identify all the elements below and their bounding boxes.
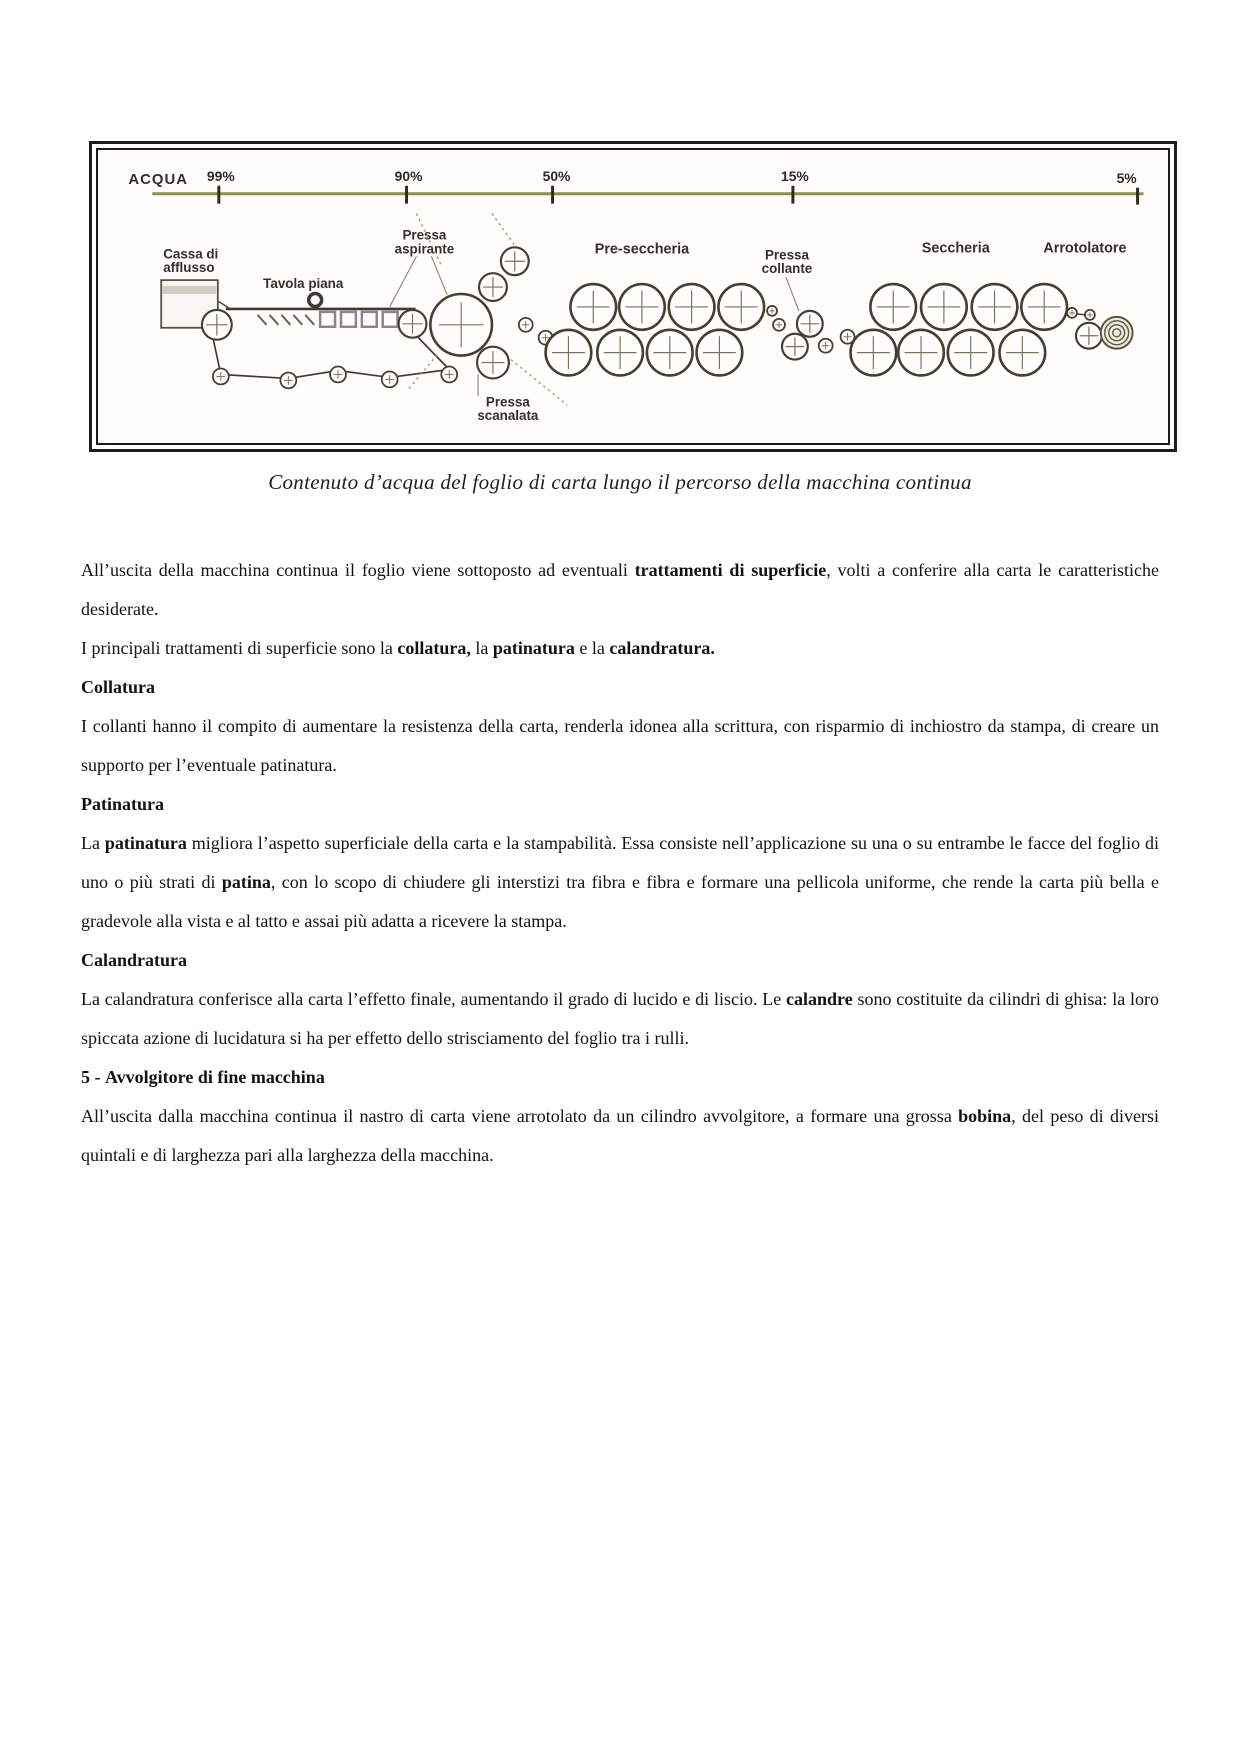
pre-dryer-cylinder — [570, 284, 616, 330]
wire-return-roll — [330, 367, 346, 383]
suction-press-label-line2: aspirante — [394, 241, 455, 257]
wire-return-roll — [441, 367, 457, 383]
press-roll — [479, 273, 507, 301]
suction-box — [383, 312, 398, 327]
dryer-label: Seccheria — [921, 240, 990, 257]
figure-caption: Contenuto d’acqua del foglio di carta lungo il percorso della macchina continua — [268, 470, 972, 494]
headbox-outlet — [218, 301, 229, 308]
guide-roll — [773, 319, 785, 331]
foil-marks — [258, 315, 315, 325]
guide-roll — [519, 318, 533, 332]
water-scale — [128, 168, 1143, 205]
suction-boxes — [320, 312, 397, 327]
article-body — [81, 551, 1159, 1175]
heading-avvolgitore: 5 - Avvolgitore di fine macchina — [81, 1067, 325, 1087]
guide-roll — [767, 306, 777, 316]
tavola-piana-label: Tavola piana — [263, 276, 344, 292]
rolls-layer — [202, 247, 1102, 388]
guide-roll — [1067, 308, 1077, 318]
paper-machine-diagram — [98, 150, 1168, 443]
headbox-level-band — [163, 286, 217, 294]
paragraph-intro: All’uscita della macchina continua il foglio viene sottoposto ad eventuali trattamenti di superficie, volti a conferire alla carta le caratteristiche desiderate. — [81, 560, 1160, 619]
dryer-cylinder — [948, 330, 994, 376]
suction-box — [362, 312, 377, 327]
grooved-press-label-line2: scanalata — [477, 408, 539, 424]
wire-return-roll — [213, 369, 229, 385]
pre-dryer-cylinder — [597, 330, 643, 376]
guide-roll — [819, 339, 833, 353]
pre-dryer-cylinder — [697, 330, 743, 376]
paragraph-calandratura: La calandratura conferisce alla carta l’effetto finale, aumentando il grado di lucido e di liscio. Le calandre sono costituite da cilindri di ghisa: la loro spiccata azione di lucidatura si ha per effetto dello strisciamento del foglio tra i rulli. — [81, 989, 1159, 1048]
figure-frame — [96, 148, 1170, 445]
size-press-label-line1: Pressa — [764, 247, 809, 263]
heading-patinatura: Patinatura — [81, 794, 164, 814]
dandy-roll — [309, 294, 322, 307]
paragraph-collatura: I collanti hanno il compito di aumentare la resistenza della carta, renderla idonea alla scrittura, con risparmio di inchiostro da stampa, di creare un supporto per l’eventuale patinatura. — [81, 716, 1159, 775]
grooved-press-roll — [477, 347, 509, 379]
paper-machine-figure — [89, 141, 1177, 452]
pope-roll — [1076, 323, 1102, 349]
paragraph-trattamenti: I principali trattamenti di superficie sono la collatura, la patinatura e la calandratura. — [81, 638, 715, 658]
dryer-cylinder — [999, 330, 1045, 376]
suction-box — [341, 312, 356, 327]
scale-mark-5: 5% — [1116, 169, 1137, 186]
scale-mark-15: 15% — [780, 167, 809, 184]
pre-dryer-cylinder — [619, 284, 665, 330]
pre-dryer-cylinder — [718, 284, 764, 330]
suction-press-roll — [430, 294, 492, 356]
grooved-press-label-line1: Pressa — [485, 394, 530, 410]
couch-roll — [399, 310, 427, 338]
dryer-cylinder — [1021, 284, 1067, 330]
size-press-roll — [782, 334, 808, 360]
acqua-axis-label: ACQUA — [128, 171, 188, 188]
pre-dryer-label: Pre-seccheria — [594, 241, 690, 258]
dryer-cylinder — [921, 284, 967, 330]
wire-return-roll — [280, 372, 296, 388]
guide-roll — [1085, 310, 1095, 320]
size-press-label-line2: collante — [761, 261, 813, 277]
dryer-cylinder — [972, 284, 1018, 330]
suction-press-label-line1: Pressa — [402, 227, 447, 243]
wire-return-roll — [382, 371, 398, 387]
headbox-label-line1: Cassa di — [163, 246, 219, 262]
pre-dryer-cylinder — [647, 330, 693, 376]
suction-box — [320, 312, 335, 327]
size-press-roll — [797, 311, 823, 337]
heading-collatura: Collatura — [81, 677, 155, 697]
pre-dryer-cylinder — [669, 284, 715, 330]
dryer-cylinder — [870, 284, 916, 330]
heading-calandratura: Calandratura — [81, 950, 188, 970]
scale-mark-50: 50% — [542, 167, 571, 184]
scale-mark-99: 99% — [206, 167, 235, 184]
breast-roll — [202, 310, 232, 340]
reel-label: Arrotolatore — [1043, 240, 1127, 257]
dryer-cylinder — [898, 330, 944, 376]
pre-dryer-cylinder — [546, 330, 592, 376]
dryer-cylinder — [851, 330, 897, 376]
paragraph-patinatura: La patinatura migliora l’aspetto superficiale della carta e la stampabilità. Essa consiste nell’applicazione su una o su entrambe le facce del foglio di uno o più strati di patina, con lo scopo di chiudere gli interstizi tra fibra e fibra e formare una pellicola uniforme, che rende la carta più bella e gradevole alla vista e al tatto e assai più adatta a ricevere la stampa. — [81, 833, 1159, 931]
paragraph-avvolgitore: All’uscita dalla macchina continua il nastro di carta viene arrotolato da un cilindro avvolgitore, a formare una grossa bobina, del peso di diversi quintali e di larghezza pari alla larghezza della macchina. — [81, 1106, 1159, 1165]
scale-mark-90: 90% — [394, 167, 423, 184]
headbox-label-line2: afflusso — [163, 260, 215, 276]
press-roll — [501, 247, 529, 275]
